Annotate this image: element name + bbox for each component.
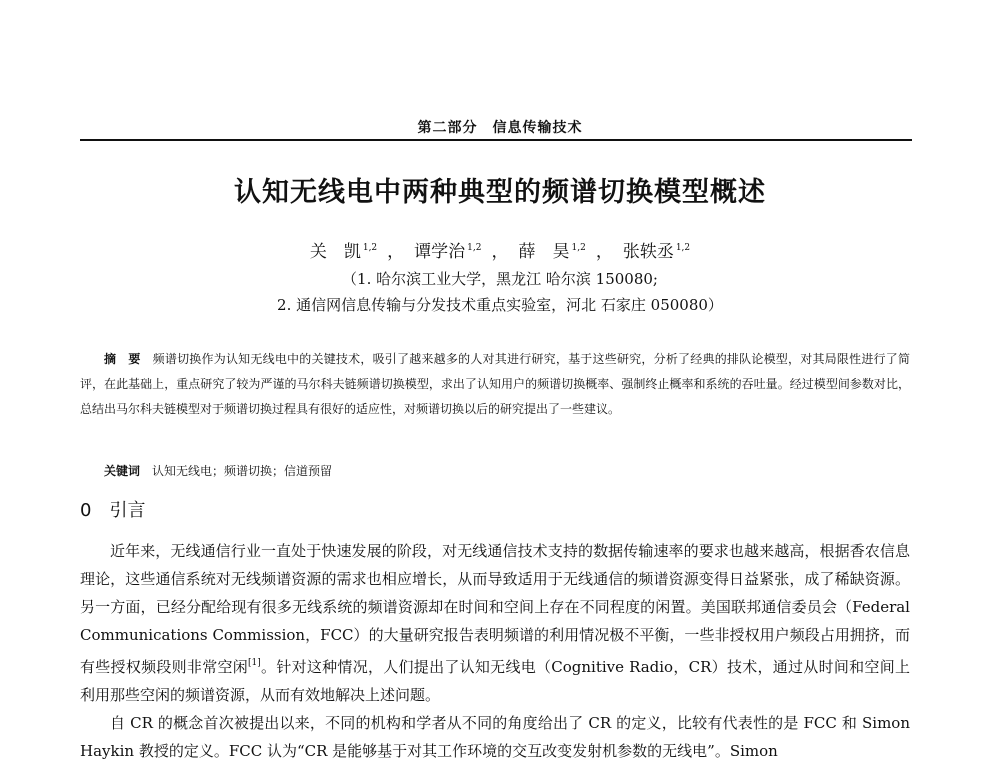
- author-name: 关 凯: [309, 242, 361, 262]
- paper-title: 认知无线电中两种典型的频谱切换模型概述: [234, 177, 766, 208]
- author-name: 薛 昊: [518, 242, 570, 262]
- author-name: 谭学治: [414, 242, 466, 262]
- section-header: 第二部分 信息传输技术: [417, 120, 583, 136]
- citation-ref: [1]: [248, 658, 261, 668]
- keywords: [104, 461, 904, 481]
- section-number: 0: [80, 500, 92, 521]
- author-4: [623, 237, 690, 262]
- abstract-label: 摘 要: [104, 352, 141, 366]
- author-affiliation-mark: 1,2: [467, 243, 482, 253]
- section-heading-introduction: [80, 496, 145, 522]
- paragraph-1: [80, 537, 910, 709]
- paragraph-1-text-b: 。针对这种情况，人们提出了认知无线电（Cognitive Radio，CR）技术，通过从时间和空间上利用那些空闲的频谱资源，从而有效地解决上述问题。: [80, 658, 910, 704]
- keywords-label: 关键词: [104, 464, 141, 478]
- author-1: [310, 237, 377, 262]
- author-separator: ，: [595, 242, 613, 262]
- author-affiliation-mark: 1,2: [362, 243, 378, 253]
- abstract-text: 频谱切换作为认知无线电中的关键技术，吸引了越来越多的人对其进行研究，基于这些研究，分析了经典的排队论模型，对其局限性进行了简评，在此基础上，重点研究了较为严谨的马尔科夫链频谱切换模型，求出了认知用户的频谱切换概率、强制终止概率和系统的吞吐量。经过模型间参数对比，总结出马尔科夫链模型对于频谱切换过程具有很好的适应性，对频谱切换以后的研究提出了一些建议。: [80, 352, 910, 416]
- introduction-body: [80, 537, 910, 765]
- author-list: [0, 237, 1000, 262]
- author-3: [519, 237, 586, 262]
- author-separator: ，: [491, 242, 509, 262]
- author-separator: ，: [387, 242, 405, 262]
- header-rule: [80, 139, 912, 141]
- author-2: [414, 237, 481, 262]
- keywords-text: 认知无线电；频谱切换；信道预留: [152, 464, 333, 478]
- affiliation-2: 2. 通信网信息传输与分发技术重点实验室，河北 石家庄 050080）: [277, 296, 723, 314]
- affiliation-1: （1. 哈尔滨工业大学，黑龙江 哈尔滨 150080;: [342, 270, 658, 288]
- author-affiliation-mark: 1,2: [675, 243, 691, 253]
- paragraph-1-text-a: 近年来，无线通信行业一直处于快速发展的阶段，对无线通信技术支持的数据传输速率的要求也越来越高，根据香农信息理论，这些通信系统对无线频谱资源的需求也相应增长，从而导致适用于无线通信的频谱资源变得日益紧张，成了稀缺资源。另一方面，已经分配给现有很多无线系统的频谱资源却在时间和空间上存在不同程度的闲置。美国联邦通信委员会（Federal Communications Commission，FCC）的大量研究报告表明频谱的利用情况极不平衡，一些非授权用户频段占用拥挤，而有些授权频段则非常空闲: [80, 542, 910, 676]
- paragraph-2: 自 CR 的概念首次被提出以来，不同的机构和学者从不同的角度给出了 CR 的定义，比较有代表性的是 FCC 和 Simon Haykin 教授的定义。FCC 认为“CR 是能够基于对其工作环境的交互改变发射机参数的无线电”。Simon: [80, 714, 910, 760]
- author-affiliation-mark: 1,2: [571, 243, 586, 253]
- section-title: 引言: [109, 500, 146, 521]
- abstract: [80, 347, 910, 422]
- author-name: 张轶丞: [622, 242, 674, 262]
